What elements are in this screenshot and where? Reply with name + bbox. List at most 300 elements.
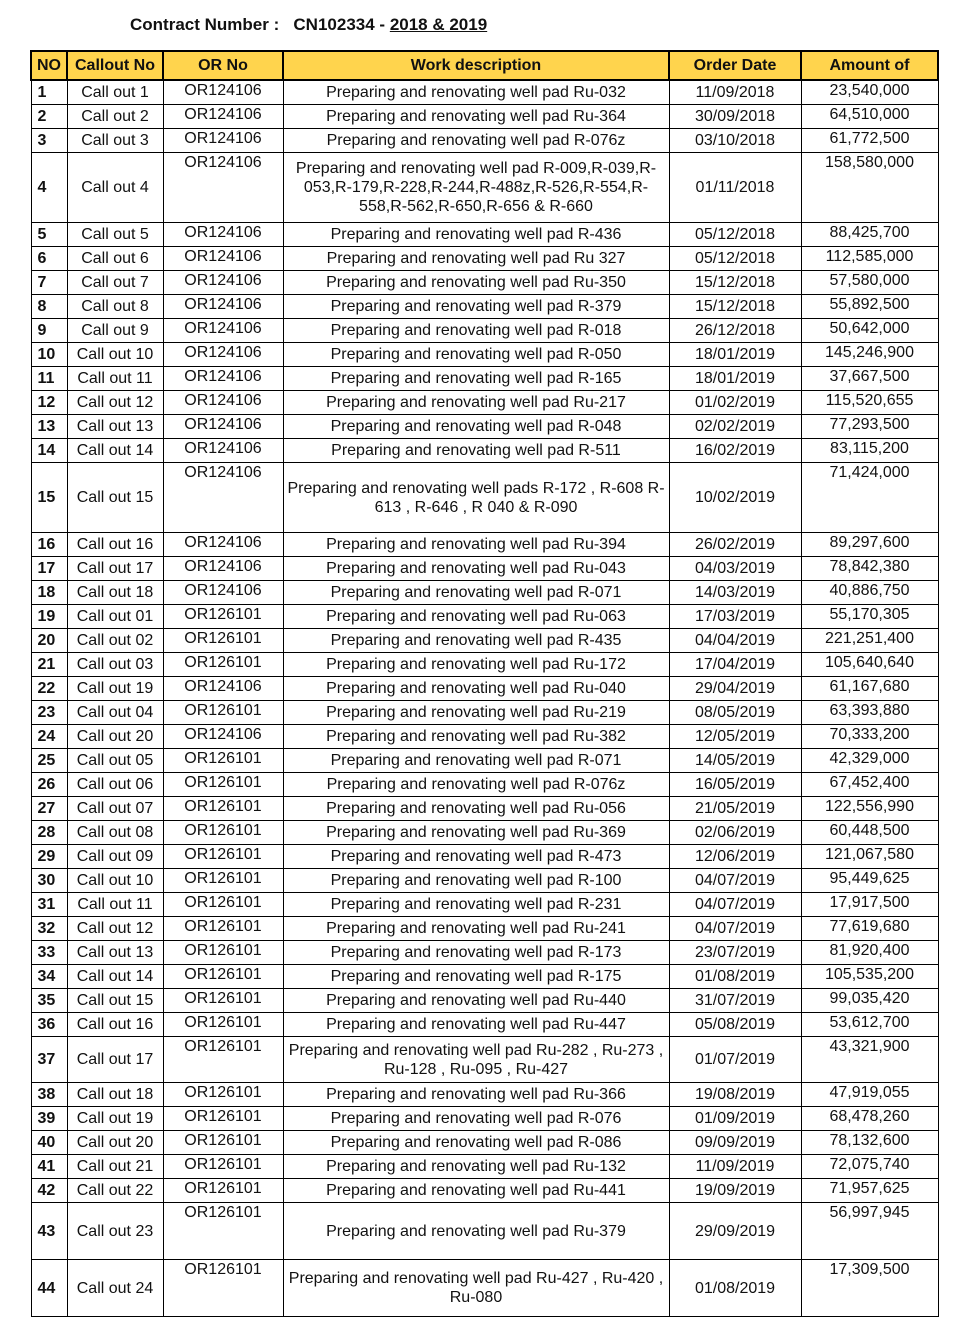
table-row	[31, 989, 938, 1013]
callout-number-cell: Call out 05	[67, 749, 163, 773]
callout-number-cell: Call out 7	[67, 271, 163, 295]
table-row	[31, 965, 938, 989]
callout-number-cell: Call out 08	[67, 821, 163, 845]
order-date-cell: 08/05/2019	[669, 701, 801, 725]
callout-number-cell: Call out 16	[67, 533, 163, 557]
work-description-cell: Preparing and renovating well pad Ru-241	[283, 917, 669, 941]
table-row	[31, 773, 938, 797]
order-date-cell: 19/09/2019	[669, 1179, 801, 1203]
callout-number-cell: Call out 03	[67, 653, 163, 677]
callout-table	[30, 50, 939, 1317]
contract-label: Contract Number :	[130, 15, 280, 34]
row-number-cell: 3	[31, 129, 67, 153]
work-description-cell: Preparing and renovating well pad Ru 327	[283, 247, 669, 271]
work-description-cell: Preparing and renovating well pad R-173	[283, 941, 669, 965]
row-number-cell: 38	[31, 1083, 67, 1107]
order-date-cell: 01/11/2018	[669, 153, 801, 223]
callout-number-cell: Call out 15	[67, 463, 163, 533]
work-description-cell: Preparing and renovating well pad R-076	[283, 1107, 669, 1131]
table-row	[31, 1107, 938, 1131]
or-number-cell: OR124106	[163, 105, 283, 129]
amount-cell: 17,917,500	[801, 893, 938, 917]
or-number-cell: OR126101	[163, 773, 283, 797]
order-date-cell: 04/04/2019	[669, 629, 801, 653]
work-description-cell: Preparing and renovating well pad Ru-217	[283, 391, 669, 415]
amount-cell: 17,309,500	[801, 1260, 938, 1317]
row-number-cell: 11	[31, 367, 67, 391]
amount-cell: 77,619,680	[801, 917, 938, 941]
contract-years: 2018 & 2019	[389, 15, 488, 34]
or-number-cell: OR126101	[163, 653, 283, 677]
callout-number-cell: Call out 09	[67, 845, 163, 869]
work-description-cell: Preparing and renovating well pad Ru-394	[283, 533, 669, 557]
amount-cell: 40,886,750	[801, 581, 938, 605]
table-row	[31, 1155, 938, 1179]
callout-number-cell: Call out 14	[67, 439, 163, 463]
or-number-cell: OR126101	[163, 1107, 283, 1131]
order-date-cell: 09/09/2019	[669, 1131, 801, 1155]
row-number-cell: 13	[31, 415, 67, 439]
amount-cell: 61,167,680	[801, 677, 938, 701]
amount-cell: 158,580,000	[801, 153, 938, 223]
work-description-cell: Preparing and renovating well pad Ru-350	[283, 271, 669, 295]
or-number-cell: OR126101	[163, 749, 283, 773]
work-description-cell: Preparing and renovating well pad Ru-219	[283, 701, 669, 725]
row-number-cell: 21	[31, 653, 67, 677]
or-number-cell: OR124106	[163, 581, 283, 605]
order-date-cell: 30/09/2018	[669, 105, 801, 129]
order-date-cell: 02/06/2019	[669, 821, 801, 845]
table-row	[31, 105, 938, 129]
order-date-cell: 01/08/2019	[669, 965, 801, 989]
amount-cell: 53,612,700	[801, 1013, 938, 1037]
work-description-cell: Preparing and renovating well pad R-071	[283, 581, 669, 605]
amount-cell: 37,667,500	[801, 367, 938, 391]
amount-cell: 61,772,500	[801, 129, 938, 153]
row-number-cell: 41	[31, 1155, 67, 1179]
work-description-cell: Preparing and renovating well pad R-379	[283, 295, 669, 319]
row-number-cell: 19	[31, 605, 67, 629]
table-row	[31, 391, 938, 415]
callout-number-cell: Call out 12	[67, 391, 163, 415]
callout-number-cell: Call out 13	[67, 941, 163, 965]
work-description-cell: Preparing and renovating well pad R-165	[283, 367, 669, 391]
table-row	[31, 367, 938, 391]
order-date-cell: 26/12/2018	[669, 319, 801, 343]
order-date-cell: 15/12/2018	[669, 271, 801, 295]
callout-number-cell: Call out 3	[67, 129, 163, 153]
or-number-cell: OR124106	[163, 725, 283, 749]
table-row	[31, 415, 938, 439]
order-date-cell: 17/03/2019	[669, 605, 801, 629]
row-number-cell: 27	[31, 797, 67, 821]
callout-number-cell: Call out 15	[67, 989, 163, 1013]
table-row	[31, 295, 938, 319]
callout-number-cell: Call out 02	[67, 629, 163, 653]
row-number-cell: 12	[31, 391, 67, 415]
work-description-cell: Preparing and renovating well pad Ru-441	[283, 1179, 669, 1203]
table-row	[31, 1037, 938, 1083]
or-number-cell: OR124106	[163, 343, 283, 367]
table-row	[31, 653, 938, 677]
amount-cell: 105,535,200	[801, 965, 938, 989]
or-number-cell: OR124106	[163, 80, 283, 105]
row-number-cell: 22	[31, 677, 67, 701]
amount-cell: 70,333,200	[801, 725, 938, 749]
or-number-cell: OR124106	[163, 223, 283, 247]
row-number-cell: 8	[31, 295, 67, 319]
row-number-cell: 20	[31, 629, 67, 653]
or-number-cell: OR126101	[163, 1131, 283, 1155]
row-number-cell: 36	[31, 1013, 67, 1037]
order-date-cell: 16/05/2019	[669, 773, 801, 797]
row-number-cell: 42	[31, 1179, 67, 1203]
amount-cell: 64,510,000	[801, 105, 938, 129]
or-number-cell: OR124106	[163, 439, 283, 463]
amount-cell: 47,919,055	[801, 1083, 938, 1107]
column-header-description: Work description	[283, 51, 669, 80]
order-date-cell: 01/02/2019	[669, 391, 801, 415]
amount-cell: 89,297,600	[801, 533, 938, 557]
order-date-cell: 15/12/2018	[669, 295, 801, 319]
row-number-cell: 10	[31, 343, 67, 367]
or-number-cell: OR124106	[163, 415, 283, 439]
callout-number-cell: Call out 14	[67, 965, 163, 989]
callout-number-cell: Call out 24	[67, 1260, 163, 1317]
table-header-row	[31, 51, 938, 80]
row-number-cell: 30	[31, 869, 67, 893]
table-row	[31, 845, 938, 869]
order-date-cell: 01/07/2019	[669, 1037, 801, 1083]
or-number-cell: OR124106	[163, 153, 283, 223]
callout-number-cell: Call out 17	[67, 557, 163, 581]
work-description-cell: Preparing and renovating well pad Ru-032	[283, 80, 669, 105]
or-number-cell: OR126101	[163, 797, 283, 821]
or-number-cell: OR126101	[163, 605, 283, 629]
contract-number: CN102334 -	[293, 15, 386, 34]
row-number-cell: 1	[31, 80, 67, 105]
table-row	[31, 1131, 938, 1155]
row-number-cell: 7	[31, 271, 67, 295]
amount-cell: 112,585,000	[801, 247, 938, 271]
table-row	[31, 247, 938, 271]
row-number-cell: 4	[31, 153, 67, 223]
amount-cell: 78,842,380	[801, 557, 938, 581]
table-row	[31, 1013, 938, 1037]
or-number-cell: OR124106	[163, 677, 283, 701]
row-number-cell: 25	[31, 749, 67, 773]
row-number-cell: 26	[31, 773, 67, 797]
table-row	[31, 629, 938, 653]
work-description-cell: Preparing and renovating well pad Ru-379	[283, 1203, 669, 1260]
callout-number-cell: Call out 11	[67, 893, 163, 917]
work-description-cell: Preparing and renovating well pad Ru-063	[283, 605, 669, 629]
column-header-date: Order Date	[669, 51, 801, 80]
table-row	[31, 319, 938, 343]
work-description-cell: Preparing and renovating well pad R-231	[283, 893, 669, 917]
amount-cell: 50,642,000	[801, 319, 938, 343]
order-date-cell: 02/02/2019	[669, 415, 801, 439]
amount-cell: 57,580,000	[801, 271, 938, 295]
order-date-cell: 05/12/2018	[669, 223, 801, 247]
table-row	[31, 129, 938, 153]
row-number-cell: 23	[31, 701, 67, 725]
or-number-cell: OR126101	[163, 1179, 283, 1203]
callout-number-cell: Call out 8	[67, 295, 163, 319]
table-row	[31, 917, 938, 941]
or-number-cell: OR126101	[163, 1013, 283, 1037]
callout-number-cell: Call out 04	[67, 701, 163, 725]
amount-cell: 99,035,420	[801, 989, 938, 1013]
table-row	[31, 941, 938, 965]
or-number-cell: OR124106	[163, 295, 283, 319]
work-description-cell: Preparing and renovating well pad Ru-364	[283, 105, 669, 129]
order-date-cell: 12/06/2019	[669, 845, 801, 869]
row-number-cell: 15	[31, 463, 67, 533]
column-header-callout: Callout No	[67, 51, 163, 80]
amount-cell: 77,293,500	[801, 415, 938, 439]
work-description-cell: Preparing and renovating well pad Ru-172	[283, 653, 669, 677]
row-number-cell: 31	[31, 893, 67, 917]
row-number-cell: 6	[31, 247, 67, 271]
or-number-cell: OR124106	[163, 557, 283, 581]
work-description-cell: Preparing and renovating well pad Ru-040	[283, 677, 669, 701]
callout-number-cell: Call out 17	[67, 1037, 163, 1083]
row-number-cell: 37	[31, 1037, 67, 1083]
work-description-cell: Preparing and renovating well pad R-086	[283, 1131, 669, 1155]
amount-cell: 71,424,000	[801, 463, 938, 533]
table-row	[31, 581, 938, 605]
order-date-cell: 23/07/2019	[669, 941, 801, 965]
amount-cell: 55,170,305	[801, 605, 938, 629]
order-date-cell: 03/10/2018	[669, 129, 801, 153]
order-date-cell: 11/09/2018	[669, 80, 801, 105]
order-date-cell: 04/07/2019	[669, 869, 801, 893]
callout-number-cell: Call out 18	[67, 581, 163, 605]
order-date-cell: 01/08/2019	[669, 1260, 801, 1317]
table-row	[31, 1179, 938, 1203]
work-description-cell: Preparing and renovating well pad Ru-369	[283, 821, 669, 845]
amount-cell: 81,920,400	[801, 941, 938, 965]
work-description-cell: Preparing and renovating well pad R-071	[283, 749, 669, 773]
order-date-cell: 14/05/2019	[669, 749, 801, 773]
callout-number-cell: Call out 6	[67, 247, 163, 271]
row-number-cell: 44	[31, 1260, 67, 1317]
table-row	[31, 701, 938, 725]
table-row	[31, 749, 938, 773]
work-description-cell: Preparing and renovating well pad R-050	[283, 343, 669, 367]
order-date-cell: 16/02/2019	[669, 439, 801, 463]
amount-cell: 63,393,880	[801, 701, 938, 725]
row-number-cell: 2	[31, 105, 67, 129]
callout-number-cell: Call out 19	[67, 677, 163, 701]
table-row	[31, 153, 938, 223]
order-date-cell: 01/09/2019	[669, 1107, 801, 1131]
order-date-cell: 10/02/2019	[669, 463, 801, 533]
work-description-cell: Preparing and renovating well pad Ru-382	[283, 725, 669, 749]
or-number-cell: OR126101	[163, 1155, 283, 1179]
column-header-or: OR No	[163, 51, 283, 80]
table-row	[31, 1260, 938, 1317]
row-number-cell: 28	[31, 821, 67, 845]
or-number-cell: OR124106	[163, 533, 283, 557]
amount-cell: 145,246,900	[801, 343, 938, 367]
table-row	[31, 80, 938, 105]
order-date-cell: 19/08/2019	[669, 1083, 801, 1107]
callout-number-cell: Call out 23	[67, 1203, 163, 1260]
amount-cell: 95,449,625	[801, 869, 938, 893]
or-number-cell: OR126101	[163, 1203, 283, 1260]
row-number-cell: 18	[31, 581, 67, 605]
amount-cell: 122,556,990	[801, 797, 938, 821]
callout-number-cell: Call out 22	[67, 1179, 163, 1203]
table-row	[31, 677, 938, 701]
order-date-cell: 04/07/2019	[669, 893, 801, 917]
order-date-cell: 29/04/2019	[669, 677, 801, 701]
table-row	[31, 821, 938, 845]
or-number-cell: OR126101	[163, 989, 283, 1013]
work-description-cell: Preparing and renovating well pad Ru-056	[283, 797, 669, 821]
callout-number-cell: Call out 10	[67, 343, 163, 367]
work-description-cell: Preparing and renovating well pad R-473	[283, 845, 669, 869]
row-number-cell: 43	[31, 1203, 67, 1260]
order-date-cell: 11/09/2019	[669, 1155, 801, 1179]
order-date-cell: 12/05/2019	[669, 725, 801, 749]
or-number-cell: OR126101	[163, 869, 283, 893]
order-date-cell: 29/09/2019	[669, 1203, 801, 1260]
row-number-cell: 24	[31, 725, 67, 749]
work-description-cell: Preparing and renovating well pad R-018	[283, 319, 669, 343]
callout-number-cell: Call out 10	[67, 869, 163, 893]
column-header-amount: Amount of	[801, 51, 938, 80]
callout-number-cell: Call out 18	[67, 1083, 163, 1107]
work-description-cell: Preparing and renovating well pad R-076z	[283, 773, 669, 797]
amount-cell: 121,067,580	[801, 845, 938, 869]
or-number-cell: OR124106	[163, 463, 283, 533]
order-date-cell: 17/04/2019	[669, 653, 801, 677]
amount-cell: 71,957,625	[801, 1179, 938, 1203]
work-description-cell: Preparing and renovating well pad Ru-427 , Ru-420 , Ru-080	[283, 1260, 669, 1317]
work-description-cell: Preparing and renovating well pad R-048	[283, 415, 669, 439]
table-row	[31, 439, 938, 463]
order-date-cell: 04/07/2019	[669, 917, 801, 941]
or-number-cell: OR126101	[163, 629, 283, 653]
table-row	[31, 605, 938, 629]
row-number-cell: 40	[31, 1131, 67, 1155]
callout-number-cell: Call out 16	[67, 1013, 163, 1037]
work-description-cell: Preparing and renovating well pad R-511	[283, 439, 669, 463]
work-description-cell: Preparing and renovating well pad R-076z	[283, 129, 669, 153]
or-number-cell: OR124106	[163, 367, 283, 391]
table-row	[31, 1203, 938, 1260]
or-number-cell: OR126101	[163, 941, 283, 965]
amount-cell: 67,452,400	[801, 773, 938, 797]
table-row	[31, 893, 938, 917]
row-number-cell: 5	[31, 223, 67, 247]
row-number-cell: 29	[31, 845, 67, 869]
amount-cell: 68,478,260	[801, 1107, 938, 1131]
amount-cell: 42,329,000	[801, 749, 938, 773]
or-number-cell: OR126101	[163, 965, 283, 989]
amount-cell: 43,321,900	[801, 1037, 938, 1083]
order-date-cell: 18/01/2019	[669, 367, 801, 391]
order-date-cell: 05/12/2018	[669, 247, 801, 271]
work-description-cell: Preparing and renovating well pad Ru-132	[283, 1155, 669, 1179]
callout-number-cell: Call out 07	[67, 797, 163, 821]
callout-number-cell: Call out 20	[67, 725, 163, 749]
amount-cell: 56,997,945	[801, 1203, 938, 1260]
work-description-cell: Preparing and renovating well pad R-009,R-039,R-053,R-179,R-228,R-244,R-488z,R-526,R-554,R-558,R-562,R-650,R-656 & R-660	[283, 153, 669, 223]
amount-cell: 88,425,700	[801, 223, 938, 247]
amount-cell: 78,132,600	[801, 1131, 938, 1155]
table-row	[31, 271, 938, 295]
work-description-cell: Preparing and renovating well pad Ru-366	[283, 1083, 669, 1107]
amount-cell: 221,251,400	[801, 629, 938, 653]
row-number-cell: 16	[31, 533, 67, 557]
or-number-cell: OR124106	[163, 391, 283, 415]
order-date-cell: 04/03/2019	[669, 557, 801, 581]
or-number-cell: OR124106	[163, 319, 283, 343]
document-title	[130, 15, 487, 35]
row-number-cell: 39	[31, 1107, 67, 1131]
work-description-cell: Preparing and renovating well pads R-172 , R-608 R-613 , R-646 , R 040 & R-090	[283, 463, 669, 533]
amount-cell: 23,540,000	[801, 80, 938, 105]
or-number-cell: OR124106	[163, 129, 283, 153]
callout-number-cell: Call out 13	[67, 415, 163, 439]
callout-number-cell: Call out 2	[67, 105, 163, 129]
callout-number-cell: Call out 06	[67, 773, 163, 797]
order-date-cell: 14/03/2019	[669, 581, 801, 605]
amount-cell: 55,892,500	[801, 295, 938, 319]
callout-number-cell: Call out 11	[67, 367, 163, 391]
callout-number-cell: Call out 12	[67, 917, 163, 941]
or-number-cell: OR126101	[163, 917, 283, 941]
table-row	[31, 223, 938, 247]
table-row	[31, 463, 938, 533]
row-number-cell: 35	[31, 989, 67, 1013]
table-row	[31, 343, 938, 367]
callout-number-cell: Call out 1	[67, 80, 163, 105]
or-number-cell: OR126101	[163, 1037, 283, 1083]
table-row	[31, 725, 938, 749]
amount-cell: 60,448,500	[801, 821, 938, 845]
column-header-no: NO	[31, 51, 67, 80]
callout-number-cell: Call out 19	[67, 1107, 163, 1131]
amount-cell: 105,640,640	[801, 653, 938, 677]
callout-number-cell: Call out 01	[67, 605, 163, 629]
row-number-cell: 32	[31, 917, 67, 941]
order-date-cell: 26/02/2019	[669, 533, 801, 557]
row-number-cell: 33	[31, 941, 67, 965]
or-number-cell: OR126101	[163, 1260, 283, 1317]
callout-number-cell: Call out 20	[67, 1131, 163, 1155]
row-number-cell: 9	[31, 319, 67, 343]
or-number-cell: OR126101	[163, 893, 283, 917]
order-date-cell: 18/01/2019	[669, 343, 801, 367]
row-number-cell: 34	[31, 965, 67, 989]
table-row	[31, 797, 938, 821]
row-number-cell: 14	[31, 439, 67, 463]
amount-cell: 83,115,200	[801, 439, 938, 463]
order-date-cell: 21/05/2019	[669, 797, 801, 821]
table-row	[31, 1083, 938, 1107]
or-number-cell: OR126101	[163, 845, 283, 869]
callout-number-cell: Call out 9	[67, 319, 163, 343]
table-row	[31, 557, 938, 581]
order-date-cell: 31/07/2019	[669, 989, 801, 1013]
table-row	[31, 533, 938, 557]
work-description-cell: Preparing and renovating well pad R-435	[283, 629, 669, 653]
